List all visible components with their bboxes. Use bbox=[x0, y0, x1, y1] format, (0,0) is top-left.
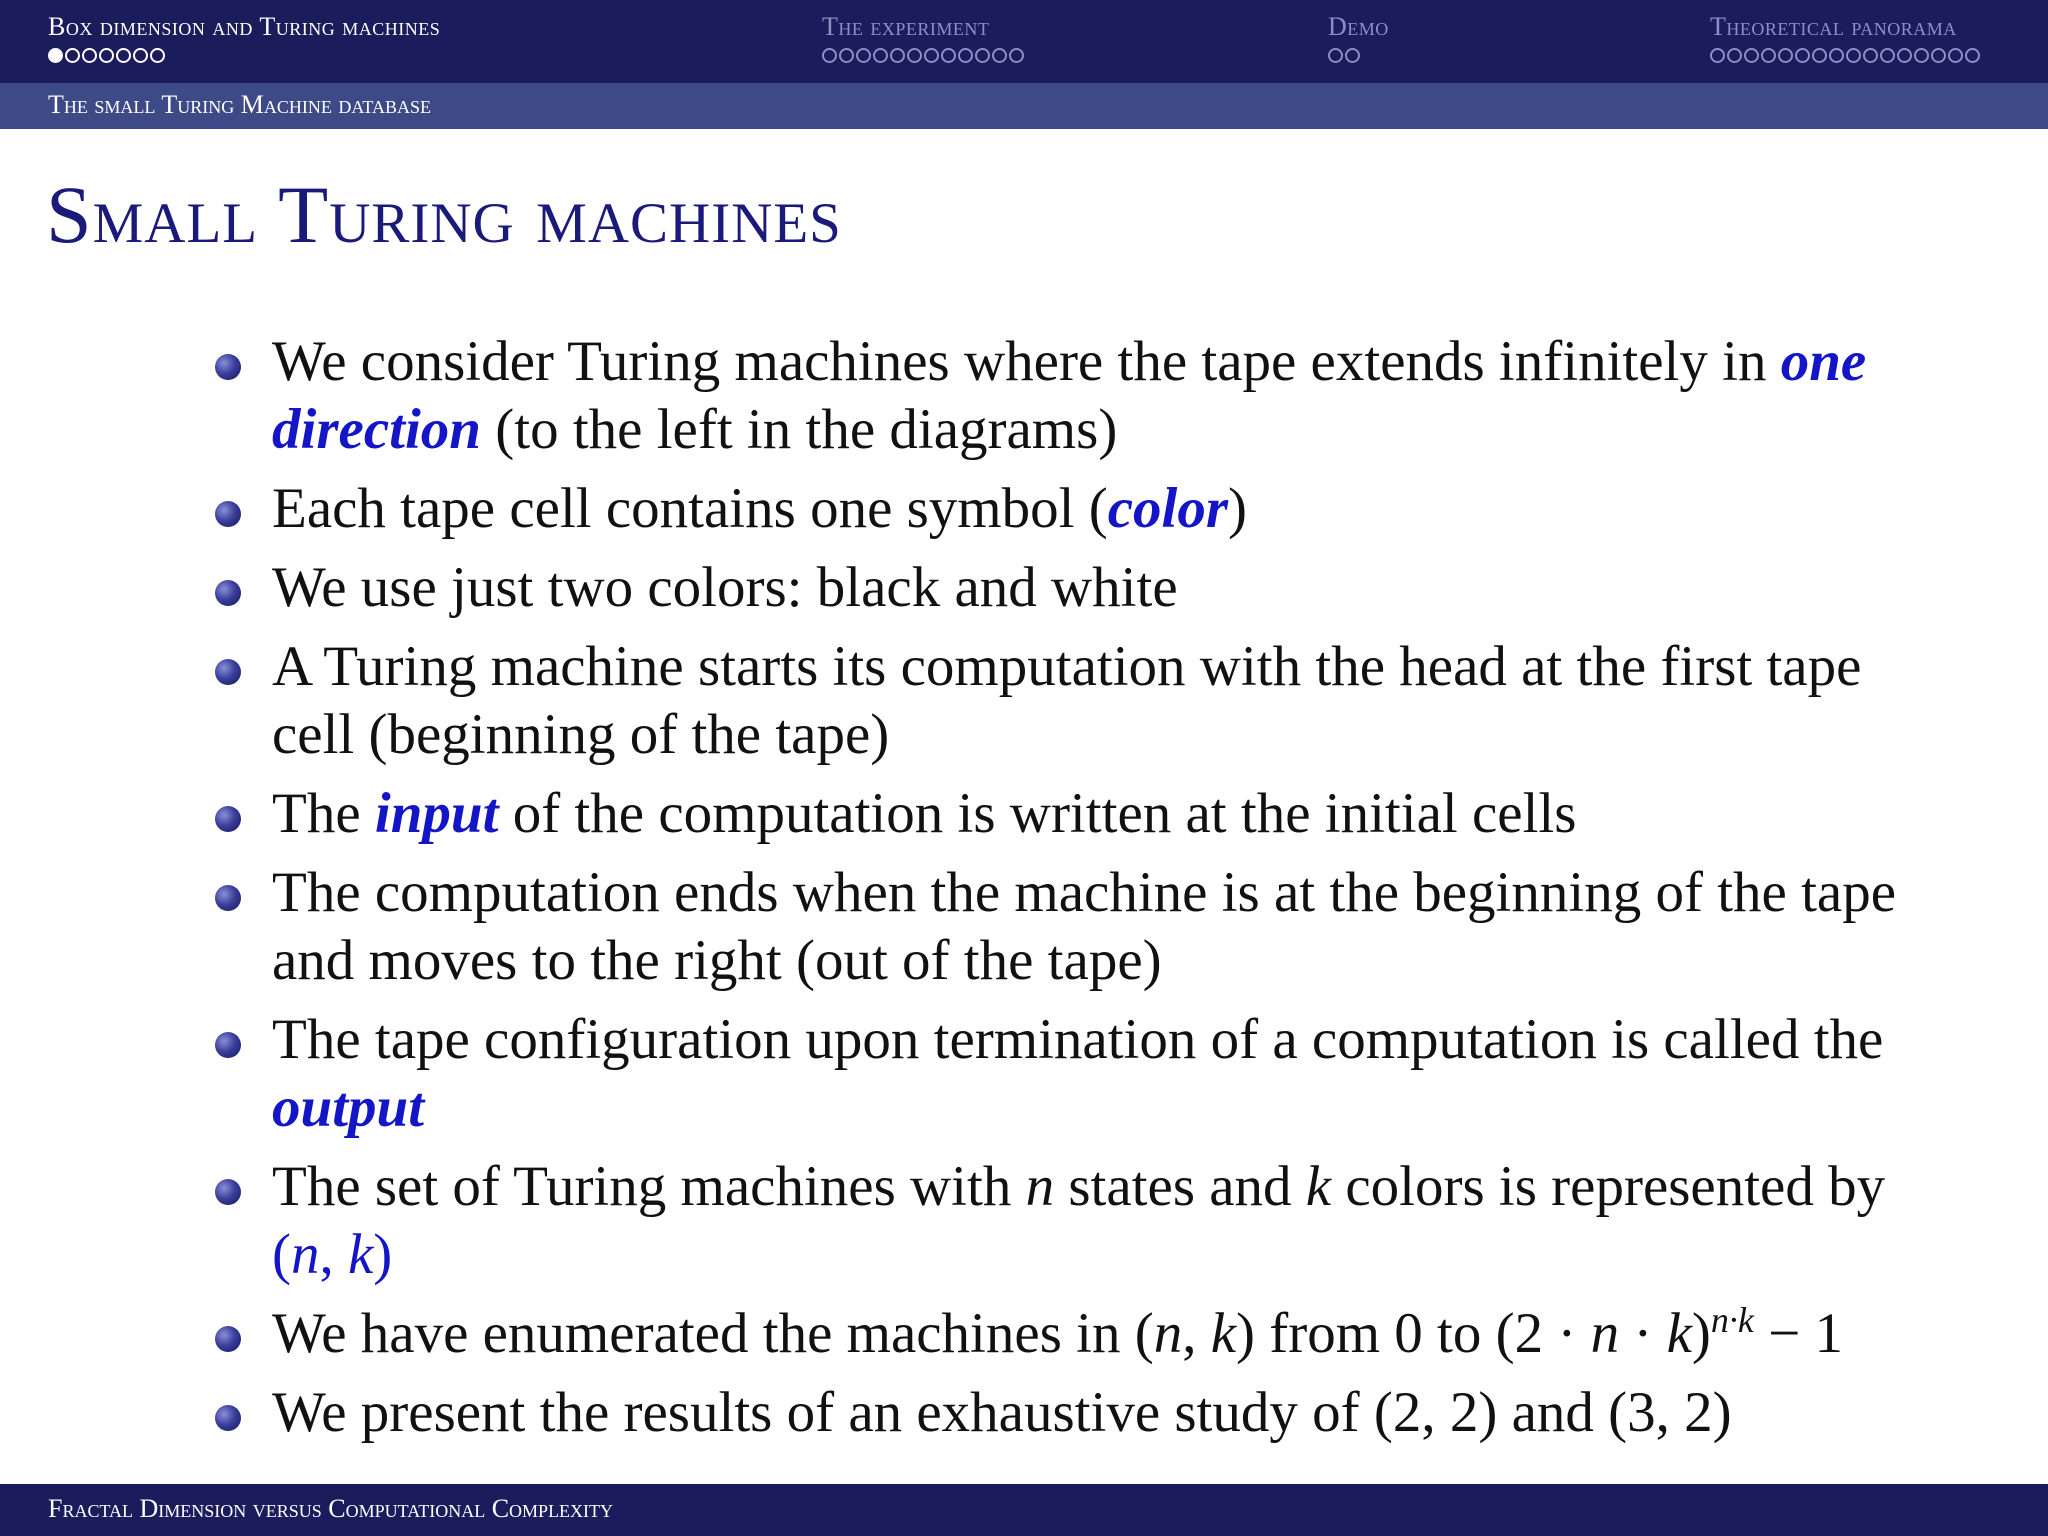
frame-dot[interactable] bbox=[133, 48, 148, 63]
frame-dot[interactable] bbox=[1812, 48, 1827, 63]
bullet-item bbox=[272, 475, 1912, 543]
frame-dot[interactable] bbox=[1795, 48, 1810, 63]
math-exponent: n·k bbox=[1710, 1300, 1754, 1340]
bullet-ball-icon bbox=[215, 1179, 241, 1205]
bullet-text: The bbox=[272, 782, 375, 845]
frame-dot[interactable] bbox=[1328, 48, 1343, 63]
emphasis-term: output bbox=[272, 1076, 425, 1139]
frame-dot[interactable] bbox=[1931, 48, 1946, 63]
frame-dot[interactable] bbox=[1744, 48, 1759, 63]
bullet-item bbox=[272, 633, 1912, 769]
math-paren: ) bbox=[373, 1223, 393, 1286]
frame-dot[interactable] bbox=[150, 48, 165, 63]
subsection-bar bbox=[0, 83, 2048, 129]
frame-dot[interactable] bbox=[873, 48, 888, 63]
bullet-text: (to the left in the diagrams) bbox=[481, 398, 1118, 461]
frame-title: Small Turing machines bbox=[46, 169, 842, 260]
frame-dot[interactable] bbox=[924, 48, 939, 63]
nav-frame-dots bbox=[822, 48, 1024, 68]
frame-dot[interactable] bbox=[822, 48, 837, 63]
bullet-text: The set of Turing machines with bbox=[272, 1155, 1026, 1218]
frame-dot[interactable] bbox=[1778, 48, 1793, 63]
frame-dot[interactable] bbox=[1829, 48, 1844, 63]
frame-dot[interactable] bbox=[975, 48, 990, 63]
math-var-k: k bbox=[1210, 1302, 1237, 1365]
bullet-text: A Turing machine starts its computation with the head at the first tape cell (beginning of the tape) bbox=[272, 635, 1862, 766]
bullet-list bbox=[272, 328, 1912, 1458]
nav-section-title[interactable]: Box dimension and Turing machines bbox=[48, 12, 441, 41]
frame-dot[interactable] bbox=[1345, 48, 1360, 63]
frame-dot[interactable] bbox=[99, 48, 114, 63]
bullet-item bbox=[272, 1153, 1912, 1289]
math-comma: , bbox=[319, 1223, 348, 1286]
bullet-text: We use just two colors: black and white bbox=[272, 556, 1178, 619]
math-var-k: k bbox=[1666, 1302, 1692, 1365]
math-var-n: n bbox=[1025, 1155, 1055, 1218]
bullet-item bbox=[272, 554, 1912, 622]
nav-section-experiment[interactable] bbox=[822, 12, 1024, 68]
bullet-ball-icon bbox=[215, 1405, 241, 1431]
math-var-n: n bbox=[290, 1223, 320, 1286]
bullet-text: − 1 bbox=[1753, 1302, 1844, 1365]
bullet-item bbox=[272, 859, 1912, 995]
nav-section-demo[interactable] bbox=[1328, 12, 1389, 68]
frame-dot[interactable] bbox=[907, 48, 922, 63]
nav-section-title[interactable]: Theoretical panorama bbox=[1710, 12, 1957, 41]
frame-dot[interactable] bbox=[1846, 48, 1861, 63]
frame-dot[interactable] bbox=[1948, 48, 1963, 63]
bullet-text: colors is represented by bbox=[1331, 1155, 1886, 1218]
math-paren: ( bbox=[272, 1223, 291, 1286]
subsection-title[interactable]: The small Turing Machine database bbox=[48, 90, 431, 119]
bullet-text: · bbox=[1619, 1302, 1667, 1365]
bullet-item bbox=[272, 1006, 1912, 1142]
bullet-text: Each tape cell contains one symbol ( bbox=[272, 477, 1108, 540]
nav-section-title[interactable]: The experiment bbox=[822, 12, 990, 41]
frame-dot[interactable] bbox=[1710, 48, 1725, 63]
frame-dot[interactable] bbox=[1761, 48, 1776, 63]
bullet-text: ) bbox=[1691, 1302, 1711, 1365]
frame-dot[interactable] bbox=[1009, 48, 1024, 63]
bullet-item bbox=[272, 780, 1912, 848]
frame-dot[interactable] bbox=[941, 48, 956, 63]
math-var-k: k bbox=[347, 1223, 374, 1286]
bullet-item bbox=[272, 1300, 1912, 1368]
bullet-ball-icon bbox=[215, 885, 241, 911]
nav-frame-dots bbox=[48, 48, 440, 68]
emphasis-term: one direction bbox=[272, 330, 1867, 461]
nav-section-theoretical-panorama[interactable] bbox=[1710, 12, 1980, 68]
bullet-text: We have enumerated the machines in ( bbox=[272, 1302, 1154, 1365]
nav-frame-dots bbox=[1710, 48, 1980, 68]
frame-dot[interactable] bbox=[82, 48, 97, 63]
bullet-text: ) from 0 to (2 · bbox=[1236, 1302, 1591, 1365]
bullet-text: states and bbox=[1054, 1155, 1306, 1218]
math-var-k: k bbox=[1305, 1155, 1332, 1218]
bullet-ball-icon bbox=[215, 659, 241, 685]
frame-dot[interactable] bbox=[856, 48, 871, 63]
bullet-text: We consider Turing machines where the tape extends infinitely in bbox=[272, 330, 1781, 393]
frame-dot[interactable] bbox=[1727, 48, 1742, 63]
frame-dot[interactable] bbox=[1880, 48, 1895, 63]
bullet-ball-icon bbox=[215, 580, 241, 606]
bullet-text: ) bbox=[1228, 477, 1248, 540]
section-navigation-bar bbox=[0, 0, 2048, 83]
bullet-item bbox=[272, 328, 1912, 464]
bullet-text: of the computation is written at the initial cells bbox=[498, 782, 1577, 845]
bullet-ball-icon bbox=[215, 501, 241, 527]
nav-frame-dots bbox=[1328, 48, 1389, 68]
bullet-item bbox=[272, 1379, 1912, 1447]
emphasis-term: input bbox=[374, 782, 499, 845]
frame-dot[interactable] bbox=[958, 48, 973, 63]
emphasis-term: color bbox=[1107, 477, 1229, 540]
math-var-n: n bbox=[1153, 1302, 1183, 1365]
frame-dot[interactable] bbox=[1914, 48, 1929, 63]
frame-dot[interactable] bbox=[1897, 48, 1912, 63]
bullet-text: The computation ends when the machine is at the beginning of the tape and moves to the right (out of the tape) bbox=[272, 861, 1897, 992]
bullet-text: We present the results of an exhaustive study of (2, 2) and (3, 2) bbox=[272, 1381, 1732, 1444]
bullet-ball-icon bbox=[215, 1032, 241, 1058]
nav-section-title[interactable]: Demo bbox=[1328, 12, 1389, 41]
frame-dot[interactable] bbox=[992, 48, 1007, 63]
footer-title: Fractal Dimension versus Computational Complexity bbox=[48, 1494, 614, 1523]
math-var-n: n bbox=[1590, 1302, 1620, 1365]
frame-dot[interactable] bbox=[65, 48, 80, 63]
bullet-text: , bbox=[1182, 1302, 1211, 1365]
footer-bar bbox=[0, 1484, 2048, 1536]
frame-dot[interactable] bbox=[890, 48, 905, 63]
frame-dot-current[interactable] bbox=[48, 48, 63, 63]
frame-dot[interactable] bbox=[839, 48, 854, 63]
bullet-ball-icon bbox=[215, 1326, 241, 1352]
bullet-ball-icon bbox=[215, 354, 241, 380]
frame-dot[interactable] bbox=[1863, 48, 1878, 63]
nav-section-box-dimension[interactable] bbox=[48, 12, 440, 68]
frame-dot[interactable] bbox=[1965, 48, 1980, 63]
frame-dot[interactable] bbox=[116, 48, 131, 63]
bullet-text: The tape configuration upon termination of a computation is called the bbox=[272, 1008, 1884, 1071]
bullet-ball-icon bbox=[215, 806, 241, 832]
